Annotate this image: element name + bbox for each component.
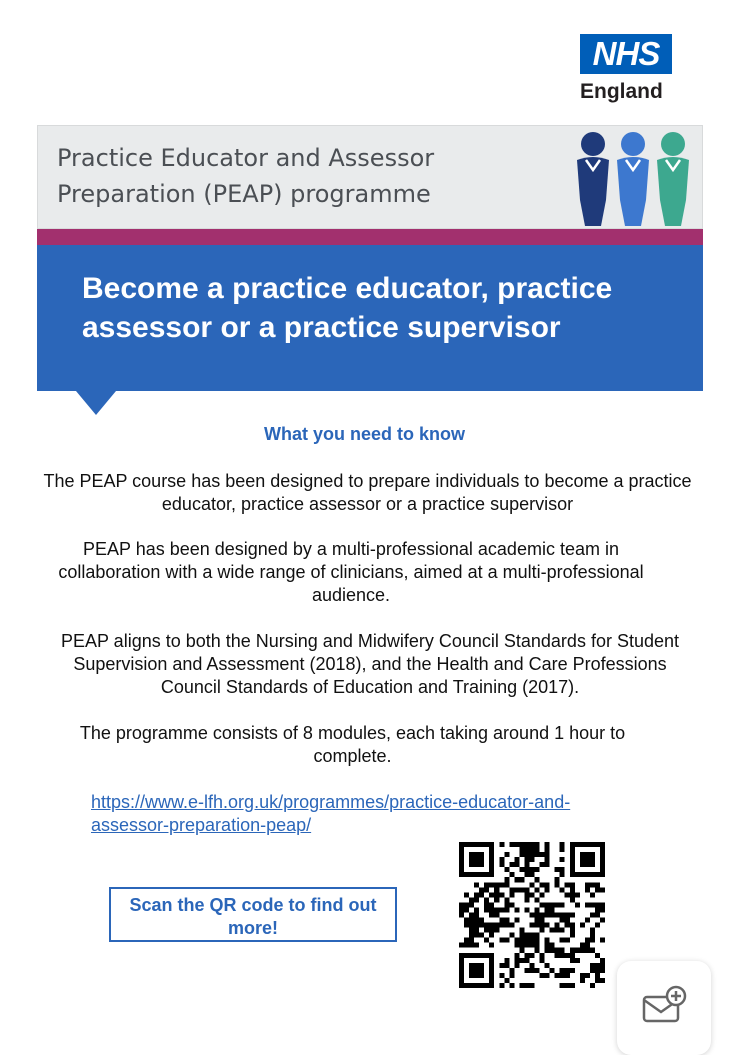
paragraph-design: PEAP has been designed by a multi-professional academic team in collaboration with a wide range of clinicians, aimed at a multi-professional audience.	[58, 539, 644, 605]
programme-link[interactable]: https://www.e-lfh.org.uk/programmes/practice-educator-and- assessor-preparation-peap/	[91, 792, 571, 835]
paragraph-course-purpose: The PEAP course has been designed to prepare individuals to become a practice educator, practice assessor or a practice supervisor	[43, 471, 692, 514]
qr-cta-box: Scan the QR code to find out more!	[109, 887, 397, 942]
staff-figures-icon	[573, 130, 693, 228]
mail-add-icon	[641, 985, 687, 1031]
qr-code[interactable]	[459, 842, 605, 988]
programme-title-panel	[37, 125, 703, 229]
mail-add-button[interactable]	[617, 961, 711, 1055]
banner-pointer	[76, 391, 116, 415]
paragraph-standards: PEAP aligns to both the Nursing and Midwifery Council Standards for Student Supervision and Assessment (2018), and the Health and Care Professions Council Standards of Education and Training (2017).	[60, 631, 679, 697]
heading-banner	[37, 245, 703, 391]
accent-bar	[37, 229, 703, 245]
nhs-logo-box: NHS	[580, 34, 672, 74]
figure-teal	[657, 132, 689, 226]
banner-heading: Become a practice educator, practice assessor or a practice supervisor	[82, 272, 613, 344]
paragraph-modules: The programme consists of 8 modules, each taking around 1 hour to complete.	[79, 723, 626, 766]
figure-blue	[617, 132, 649, 226]
nhs-logo-region: England	[580, 80, 663, 103]
figure-navy	[577, 132, 609, 226]
subheading: What you need to know	[264, 424, 465, 444]
nhs-england-logo	[580, 34, 672, 104]
programme-title: Practice Educator and Assessor Preparation (PEAP) programme	[57, 144, 435, 208]
